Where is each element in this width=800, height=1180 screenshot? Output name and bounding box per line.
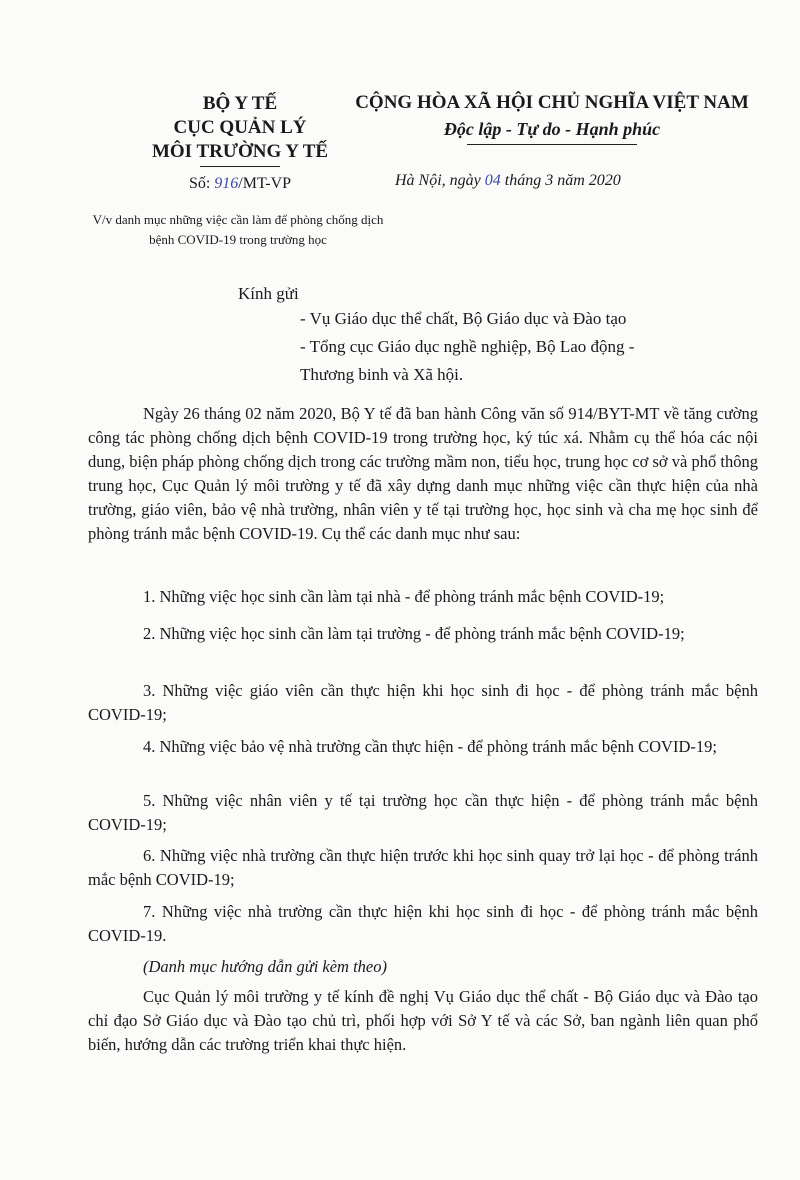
list-item-3: 3. Những việc giáo viên cần thực hiện khi học sinh đi học - để phòng tránh mắc bệnh COVID-19; — [88, 681, 758, 724]
document-number — [140, 175, 340, 193]
recipient-2: - Tổng cục Giáo dục nghề nghiệp, Bộ Lao động - — [300, 337, 635, 356]
list-item-1: 1. Những việc học sinh cần làm tại nhà - để phòng tránh mắc bệnh COVID-19; — [143, 587, 665, 606]
recipient-2-cont: Thương binh và Xã hội. — [300, 365, 464, 384]
list-item-2: 2. Những việc học sinh cần làm tại trường - để phòng tránh mắc bệnh COVID-19; — [143, 624, 685, 643]
recipient-1: - Vụ Giáo dục thể chất, Bộ Giáo dục và Đào tạo — [300, 309, 627, 328]
date-prefix: Hà Nội, ngày — [395, 172, 485, 189]
agency-header — [120, 92, 360, 164]
country-name: CỘNG HÒA XÃ HỘI CHỦ NGHĨA VIỆT NAM — [355, 92, 749, 113]
closing-paragraph: Cục Quản lý môi trường y tế kính đề nghị Vụ Giáo dục thể chất - Bộ Giáo dục và Đào tạo chỉ đạo Sở Giáo dục và Đào tạo chủ trì, phối hợp với Sở Y tế và các Sở, ban ngành liên quan phổ biến, hướng dẫn các trường triển khai thực hiện. — [88, 987, 758, 1054]
national-header — [352, 90, 752, 145]
list-item-7: 7. Những việc nhà trường cần thực hiện khi học sinh đi học - để phòng tránh mắc bệnh COVID-19. — [88, 902, 758, 945]
department-name-cont: MÔI TRƯỜNG Y TẾ — [151, 141, 329, 162]
number-handwritten: 916 — [214, 175, 239, 192]
list-item-5: 5. Những việc nhân viên y tế tại trường học cần thực hiện - để phòng tránh mắc bệnh COVID-19; — [88, 791, 758, 834]
agency-underline — [200, 166, 280, 167]
motto-underline — [467, 144, 637, 145]
national-motto: Độc lập - Tự do - Hạnh phúc — [443, 119, 661, 139]
subject-line: V/v danh mục những việc cần làm để phòng chống dịch bệnh COVID-19 trong trường học — [92, 212, 384, 247]
attachment-note: (Danh mục hướng dẫn gửi kèm theo) — [143, 957, 388, 976]
date-handwritten: 04 — [484, 172, 501, 189]
ministry-name: BỘ Y TẾ — [202, 93, 278, 114]
date-suffix: tháng 3 năm 2020 — [500, 172, 621, 189]
list-item-4: 4. Những việc bảo vệ nhà trường cần thực hiện - để phòng tránh mắc bệnh COVID-19; — [143, 737, 717, 756]
number-prefix: Số: — [188, 175, 215, 192]
number-suffix: /MT-VP — [238, 175, 292, 192]
issue-date — [395, 172, 621, 190]
list-item-6: 6. Những việc nhà trường cần thực hiện trước khi học sinh quay trở lại học - để phòng tránh mắc bệnh COVID-19; — [88, 846, 758, 889]
department-name: CỤC QUẢN LÝ — [173, 117, 307, 138]
intro-paragraph: Ngày 26 tháng 02 năm 2020, Bộ Y tế đã ban hành Công văn số 914/BYT-MT về tăng cường công tác phòng chống dịch bệnh COVID-19 trong trường học, ký túc xá. Nhằm cụ thể hóa các nội dung, biện pháp phòng chống dịch trong các trường mầm non, tiểu học, trung học cơ sở và phổ thông trung học, Cục Quản lý môi trường y tế đã xây dựng danh mục những việc cần thực hiện của nhà trường, giáo viên, bảo vệ nhà trường, nhân viên y tế tại trường học, học sinh và cha mẹ học sinh để phòng tránh mắc bệnh COVID-19. Cụ thể các danh mục như sau: — [88, 404, 758, 543]
greeting: Kính gửi — [238, 284, 299, 303]
